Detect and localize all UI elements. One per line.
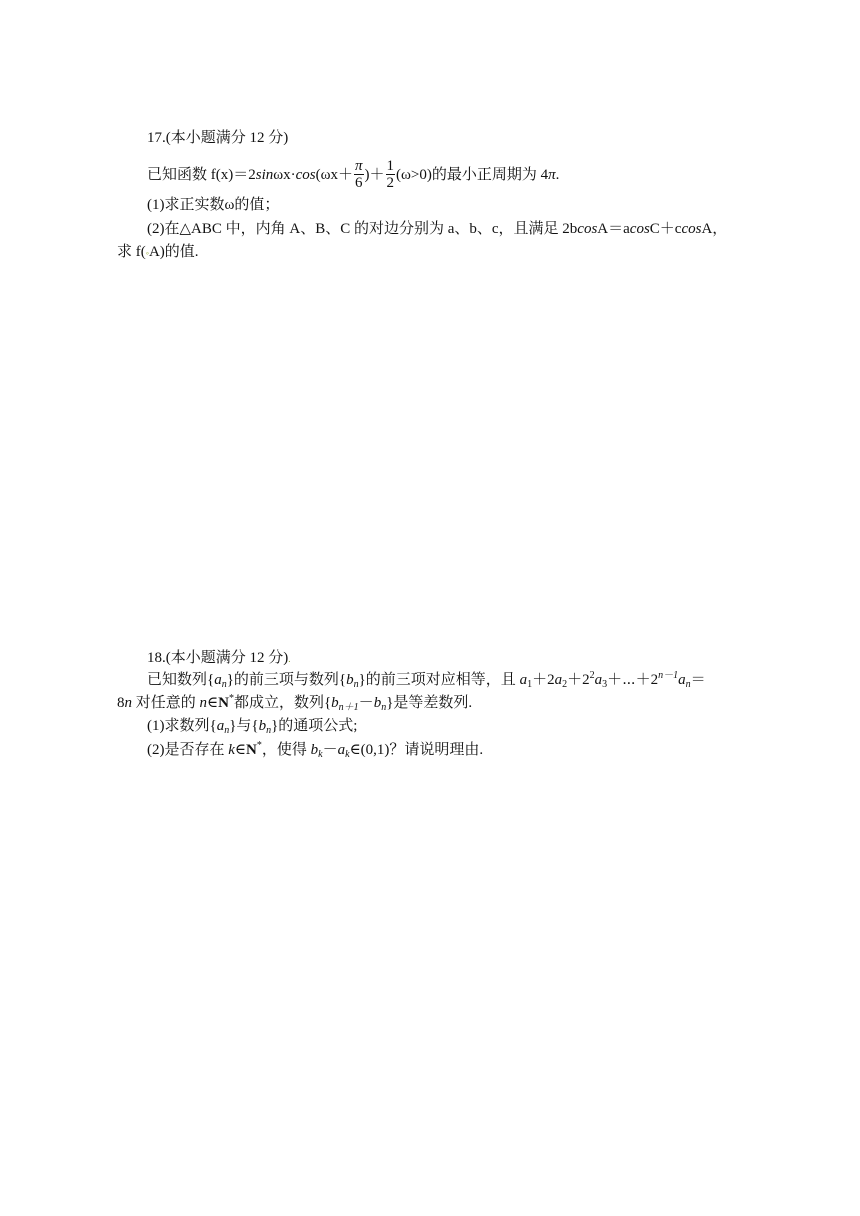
q17-header: 17.(本小题满分 12 分)	[147, 130, 289, 146]
q18-header: 18.(本小题满分 12 分).	[147, 650, 291, 666]
q18-stem-line1: 已知数列$\{a_n\}$的前三项与数列$\{b_n\}$的前三项对应相等，且 $a_1+2a_2+2^2a_3+\cdots+2^{n-1}a_n=$	[147, 670, 706, 690]
q17-part1: (1)求正实数ω的值；	[147, 197, 280, 213]
edit-mark-icon: ◦	[145, 248, 149, 258]
edit-mark-icon: .	[288, 654, 291, 664]
one-half-fraction: $\frac{1}{2}$	[386, 158, 395, 191]
q17-part2-line1: (2)在△ABC 中，内角 A、B、C 的对边分别为 a、b、c，且满足 2bcosA＝acosC＋ccosA，	[147, 221, 728, 237]
q17-stem: 已知函数 f(x)＝2sinωx·cos(ωx＋ $\frac{\pi}{6}$ )＋ $\frac{1}{2}$ (ω>0)的最小正周期为 4π.	[147, 158, 560, 191]
q18-part1: (1)求数列$\{a_n\}$与$\{b_n\}$的通项公式;	[147, 718, 358, 736]
q17-part2-line2: 求 f(◦A)的值.	[117, 244, 199, 260]
pi-over-6-fraction: $\frac{\pi}{6}$	[355, 158, 363, 191]
q18-part2: (2)是否存在 k∈N*，使得 $b_k-a_k\in(0,1)$？请说明理由.	[147, 740, 484, 760]
q18-stem-line2: 8n 对任意的 n∈N*都成立，数列$\{b_{n+1}-b_n\}$是等差数列.	[117, 693, 473, 713]
